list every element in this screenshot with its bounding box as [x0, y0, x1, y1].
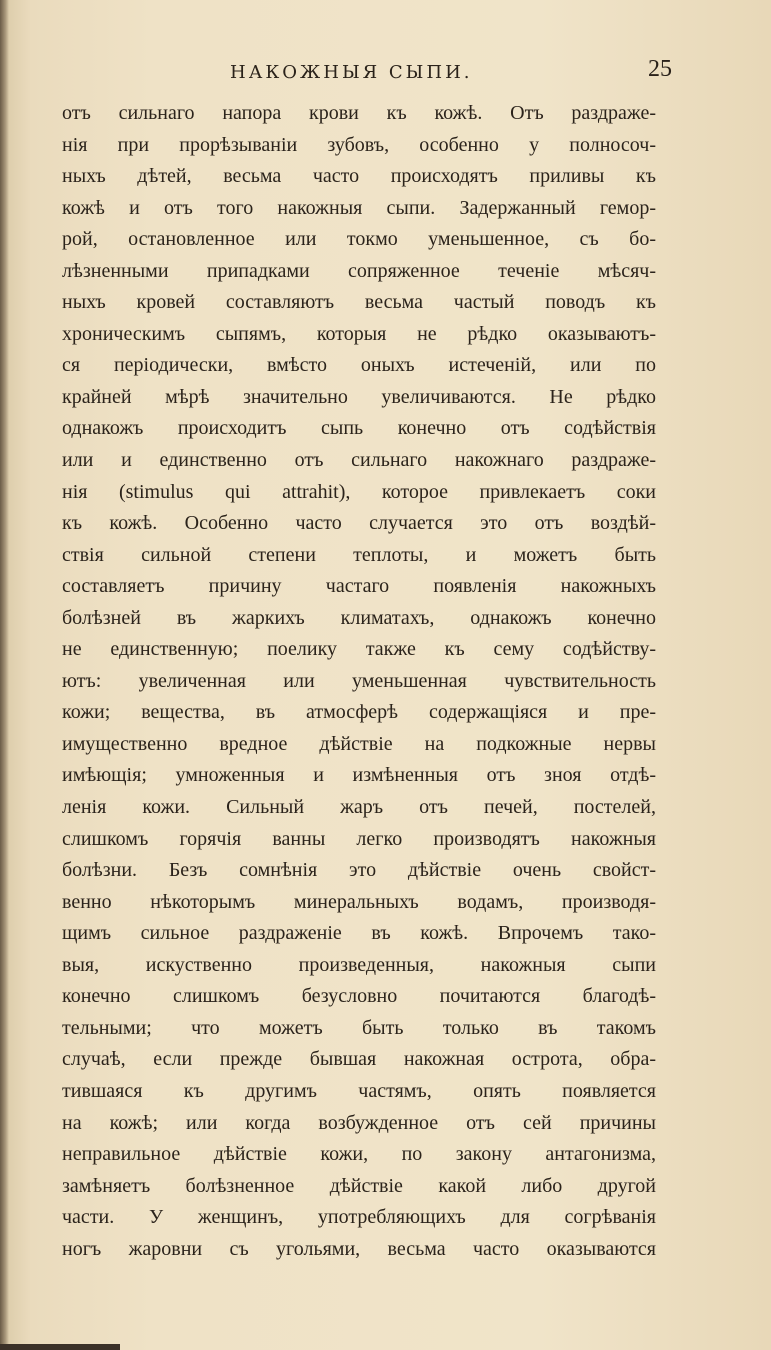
text-line: выя, искуственно произведенныя, накожныя сыпи — [62, 953, 656, 976]
text-line: ся періодически, вмѣсто оныхъ истеченій, или по — [62, 354, 656, 377]
page-number: 25 — [648, 56, 672, 82]
text-line: ютъ: увеличенная или уменьшенная чувствительность — [62, 669, 656, 692]
text-line: части. У женщинъ, употребляющихъ для согрѣванія — [62, 1206, 656, 1229]
text-line: неправильное дѣйствіе кожи, по закону антагонизма, — [62, 1143, 656, 1166]
text-line: венно нѣкоторымъ минеральныхъ водамъ, производя- — [62, 890, 656, 913]
text-line: болѣзни. Безъ сомнѣнія это дѣйствіе очень свойст- — [62, 859, 656, 882]
text-line: кожѣ и отъ того накожныя сыпи. Задержанный гемор- — [62, 196, 656, 219]
running-title: НАКОЖНЫЯ СЫПИ. — [230, 62, 473, 83]
text-line: слишкомъ горячія ванны легко производятъ накожныя — [62, 827, 656, 850]
text-line: имѣющія; умноженныя и измѣненныя отъ зноя отдѣ- — [62, 764, 656, 787]
text-line: ленія кожи. Сильный жаръ отъ печей, постелей, — [62, 796, 656, 819]
text-line: не единственную; поелику также къ сему содѣйству- — [62, 638, 656, 661]
text-line: нія при прорѣзываніи зубовъ, особенно у полносоч- — [62, 133, 656, 156]
text-line: тельными; что можетъ быть только въ такомъ — [62, 1016, 656, 1039]
text-line: ствія сильной степени теплоты, и можетъ быть — [62, 543, 656, 566]
text-line: или и единственно отъ сильнаго накожнаго раздраже- — [62, 449, 656, 472]
text-line: на кожѣ; или когда возбужденное отъ сей причины — [62, 1111, 656, 1134]
text-line: конечно слишкомъ безусловно почитаются благодѣ- — [62, 985, 656, 1008]
page-spine-shadow — [0, 0, 9, 1350]
text-line: къ кожѣ. Особенно часто случается это отъ воздѣй- — [62, 512, 656, 535]
text-line: ныхъ кровей составляютъ весьма частый поводъ къ — [62, 291, 656, 314]
text-line: однакожъ происходитъ сыпь конечно отъ содѣйствія — [62, 417, 656, 440]
page-bottom-edge — [0, 1344, 120, 1350]
text-line: крайней мѣрѣ значительно увеличиваются. Не рѣдко — [62, 385, 656, 408]
text-line: ныхъ дѣтей, весьма часто происходятъ приливы къ — [62, 165, 656, 188]
text-line: составляетъ причину частаго появленія накожныхъ — [62, 575, 656, 598]
text-line: тившаяся къ другимъ частямъ, опять появляется — [62, 1079, 656, 1102]
text-line: лѣзненными припадками сопряженное теченіе мѣсяч- — [62, 259, 656, 282]
text-line: рой, остановленное или токмо уменьшенное, съ бо- — [62, 228, 656, 251]
text-line: кожи; вещества, въ атмосферѣ содержащіяся и пре- — [62, 701, 656, 724]
text-line: замѣняетъ болѣзненное дѣйствіе какой либо другой — [62, 1174, 656, 1197]
text-line: болѣзней въ жаркихъ климатахъ, однакожъ конечно — [62, 606, 656, 629]
body-text — [62, 98, 656, 1265]
text-line: отъ сильнаго напора крови къ кожѣ. Отъ раздраже- — [62, 102, 656, 124]
text-line: имущественно вредное дѣйствіе на подкожные нервы — [62, 732, 656, 755]
text-line: нія (stimulus qui attrahit), которое привлекаетъ соки — [62, 480, 656, 503]
text-line: щимъ сильное раздраженіе въ кожѣ. Впрочемъ тако- — [62, 922, 656, 945]
text-line: ногъ жаровни съ угольями, весьма часто оказываются — [62, 1237, 656, 1260]
text-line: случаѣ, если прежде бывшая накожная острота, обра- — [62, 1048, 656, 1071]
text-line: хроническимъ сыпямъ, которыя не рѣдко оказываютъ- — [62, 322, 656, 345]
running-header — [60, 56, 690, 92]
